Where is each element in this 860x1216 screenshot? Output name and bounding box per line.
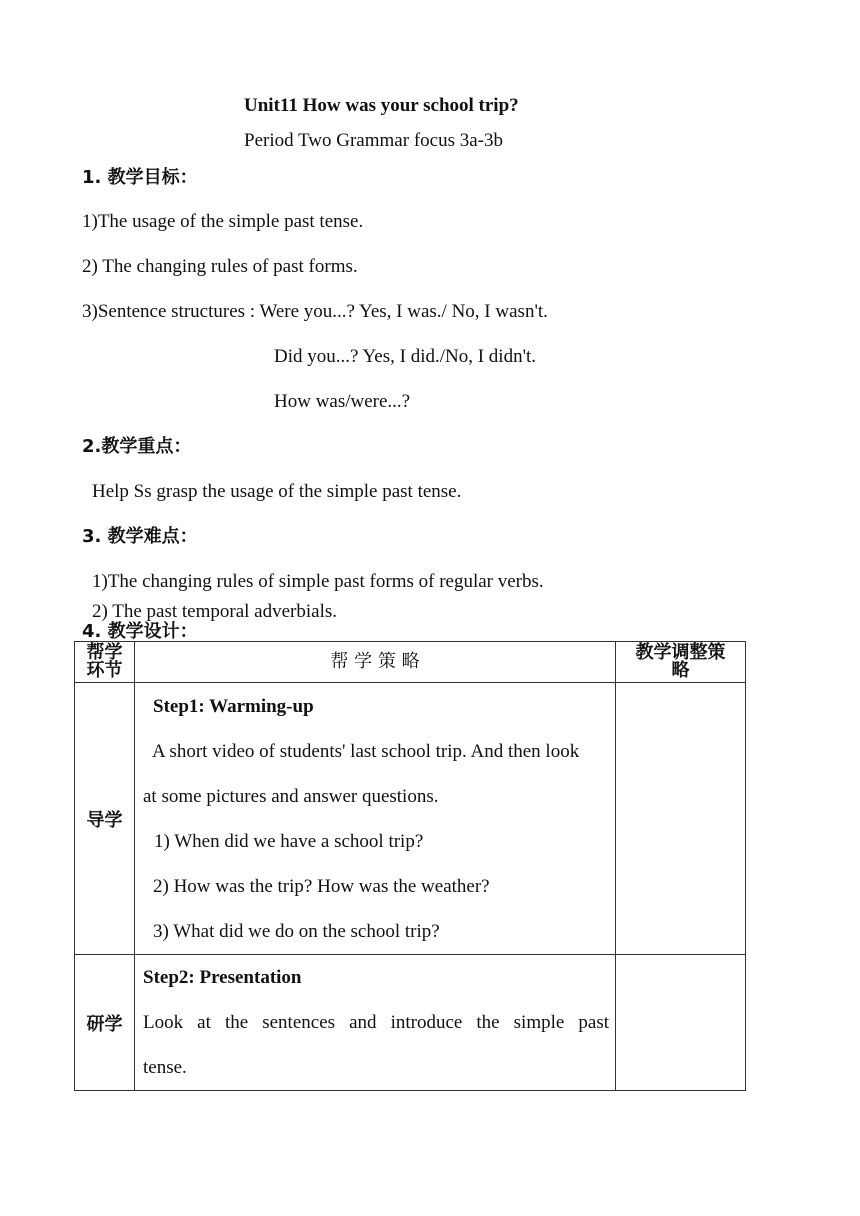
section-4-heading: 4. 教学设计： [82,621,198,642]
adjustment-cell [616,955,746,1091]
section-1-heading: 1. 教学目标： [82,167,198,188]
strategy-cell [135,683,616,955]
header-stage-line-1: 帮学 [86,642,123,663]
table-header-row [75,642,746,683]
header-strategy: 帮 学 策 略 [135,642,616,683]
strategy-line: 2) How was the trip? How was the weather? [153,876,490,897]
strategy-line: 3) What did we do on the school trip? [153,921,440,942]
teaching-design-table [74,641,746,1091]
adjustment-cell [616,683,746,955]
step-title: Step2: Presentation [143,967,302,988]
strategy-cell [135,955,616,1091]
table-row [75,683,746,955]
strategy-line: Look at the sentences and introduce the simple past [143,1012,609,1033]
objective-item-5: How was/were...? [274,391,411,412]
objective-item-3: 3)Sentence structures : Were you...? Yes, I was./ No, I wasn't. [82,301,548,322]
objective-item-4: Did you...? Yes, I did./No, I didn't. [274,346,537,367]
strategy-line: A short video of students' last school trip. And then look [152,741,580,762]
document-subtitle: Period Two Grammar focus 3a-3b [244,130,503,151]
objective-item-2: 2) The changing rules of past forms. [82,256,358,277]
stage-cell: 导学 [75,683,135,955]
section-3-heading: 3. 教学难点： [82,526,198,547]
step-title: Step1: Warming-up [153,696,314,717]
header-adjustment-line-2: 略 [671,660,690,681]
section-2-heading: 2.教学重点： [82,436,192,457]
objective-item-1: 1)The usage of the simple past tense. [82,211,364,232]
header-stage-line-2: 环节 [86,660,123,681]
strategy-line: tense. [143,1057,187,1078]
difficulty-item-1: 1)The changing rules of simple past forms of regular verbs. [92,571,544,592]
stage-cell: 研学 [75,955,135,1091]
header-adjustment [616,642,746,683]
strategy-line: 1) When did we have a school trip? [154,831,424,852]
difficulty-item-2: 2) The past temporal adverbials. [92,601,337,622]
header-stage [75,642,135,683]
document-title: Unit11 How was your school trip? [244,95,519,116]
key-point-text: Help Ss grasp the usage of the simple past tense. [92,481,462,502]
strategy-line: at some pictures and answer questions. [143,786,439,807]
header-adjustment-line-1: 教学调整策 [635,642,726,663]
table-row [75,955,746,1091]
